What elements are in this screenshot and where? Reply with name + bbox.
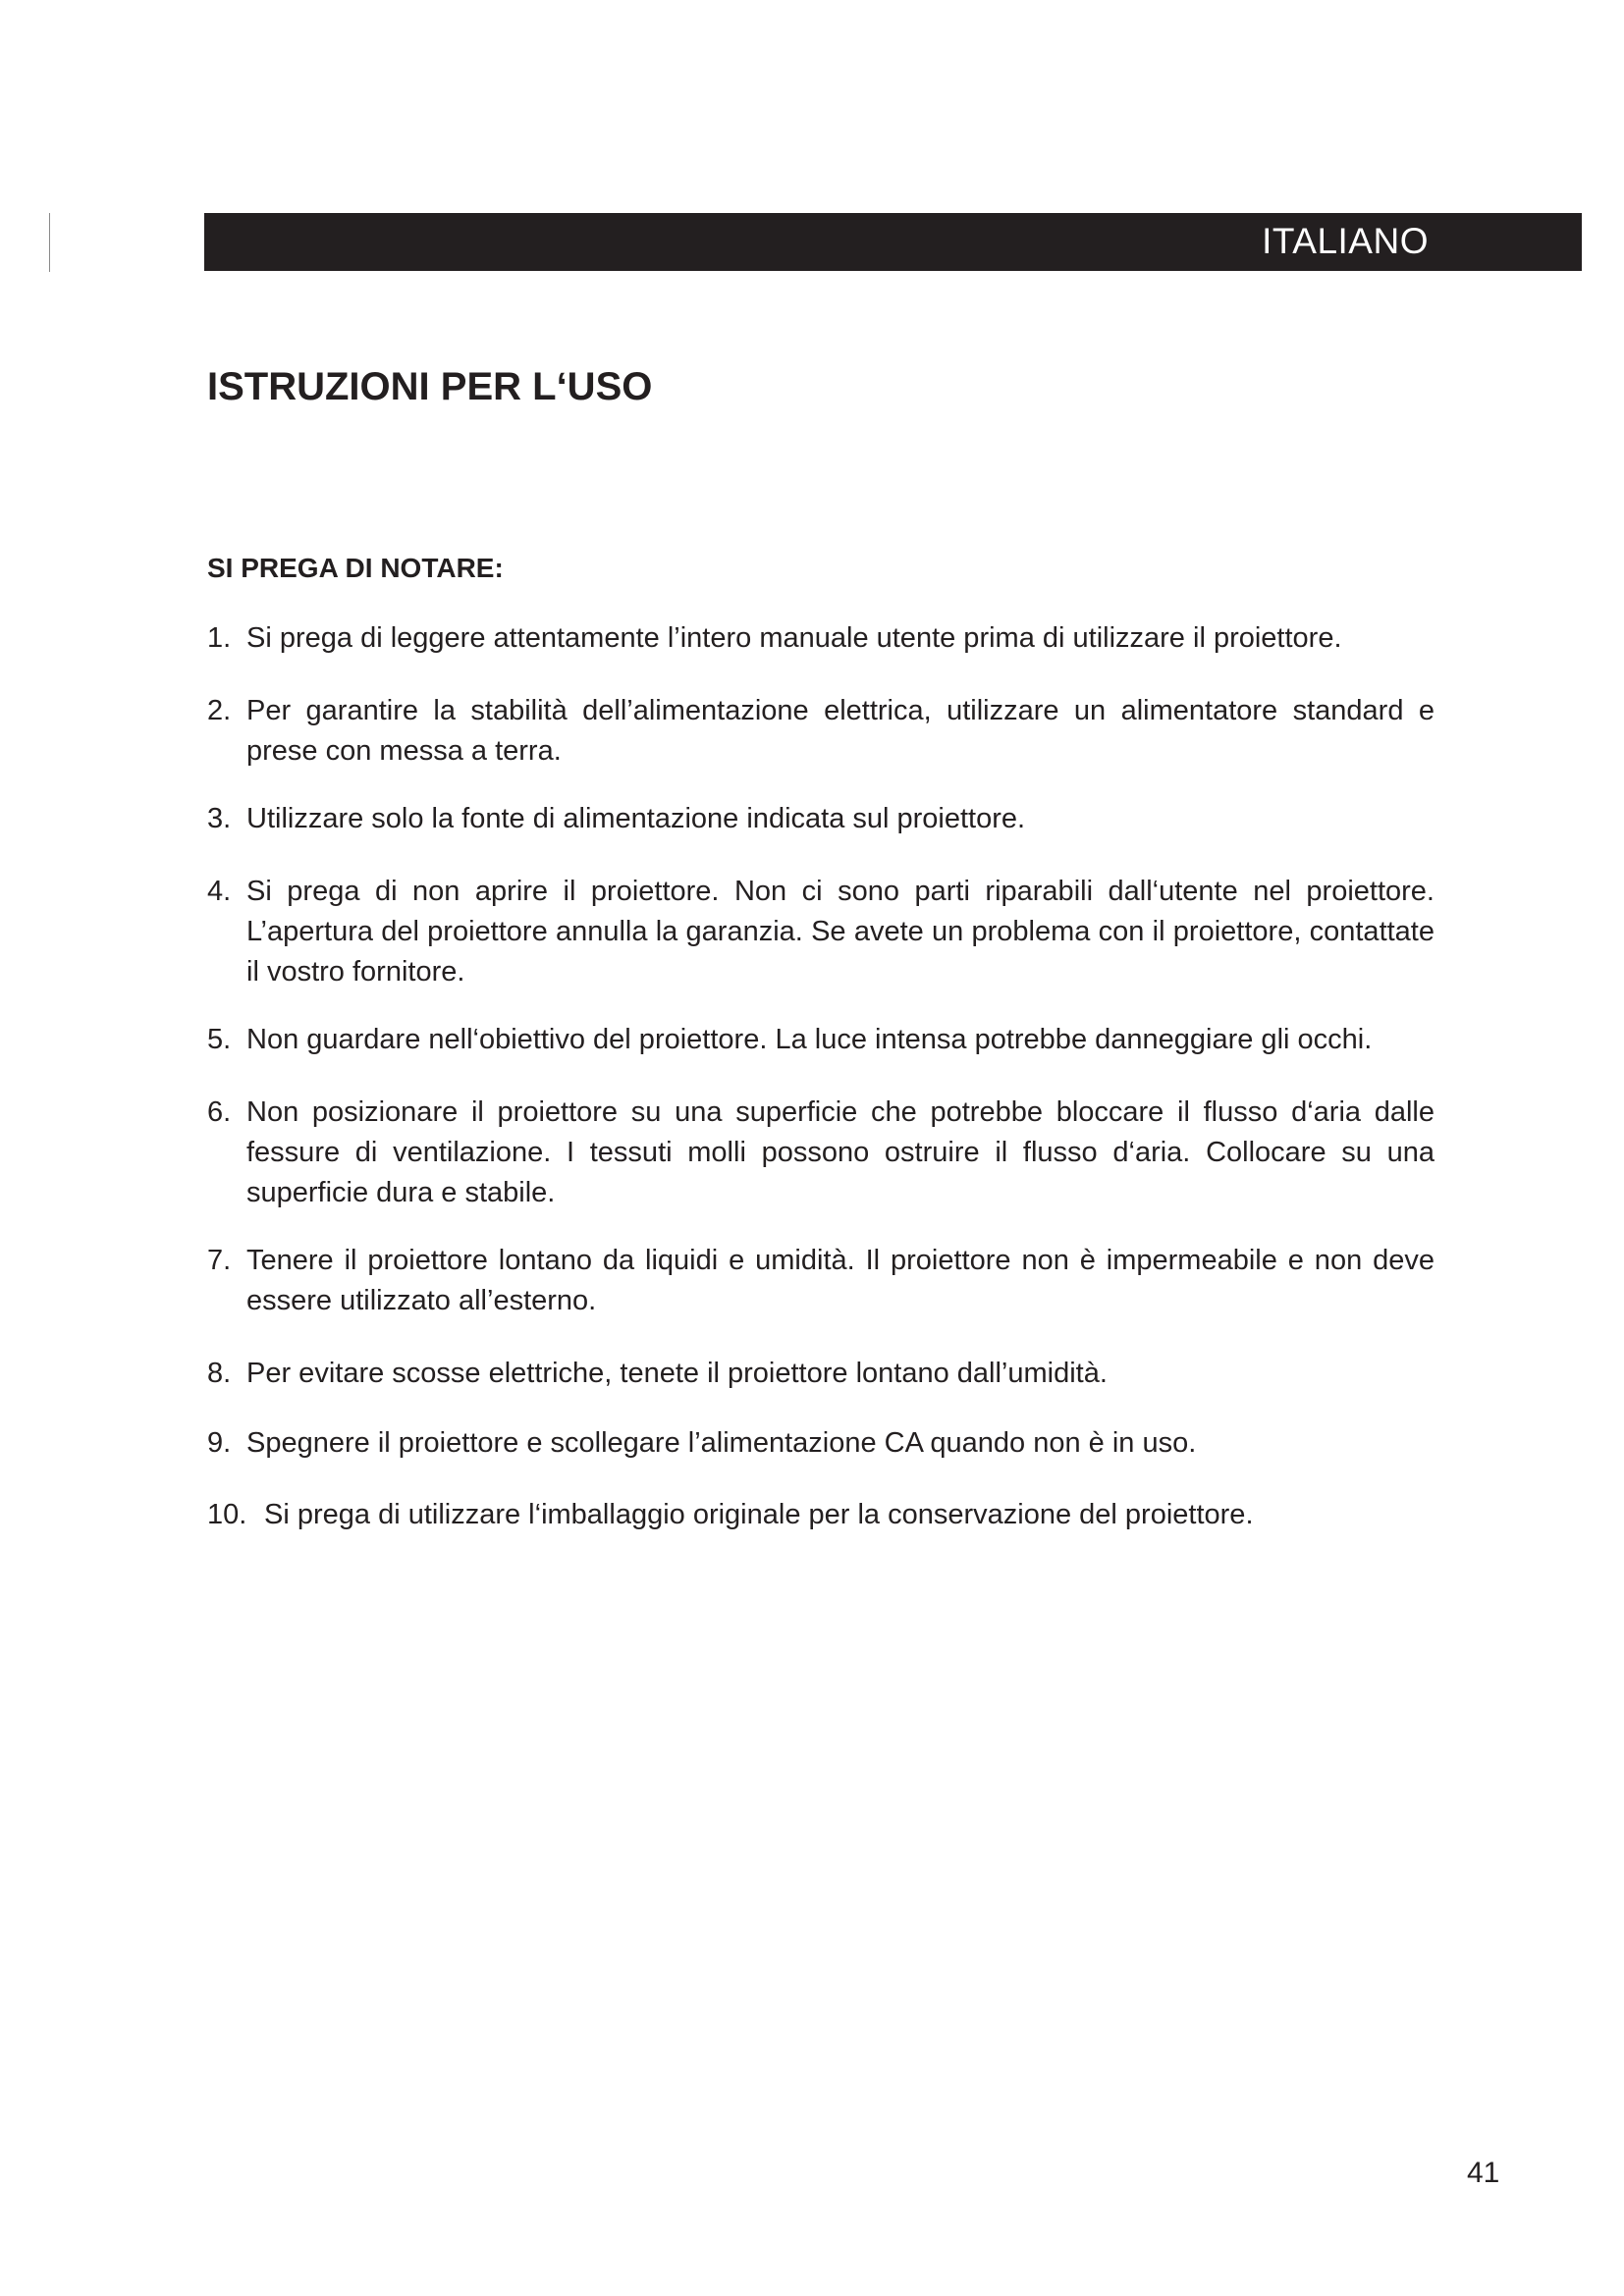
language-header-bar xyxy=(204,213,1582,271)
section-heading: SI PREGA DI NOTARE: xyxy=(207,553,504,583)
page-title: ISTRUZIONI PER L‘USO xyxy=(207,365,653,408)
list-item-number: 5. xyxy=(207,1024,232,1055)
list-item xyxy=(207,1093,1435,1213)
list-item-number: 7. xyxy=(207,1245,232,1276)
list-item-number: 2. xyxy=(207,695,232,726)
list-item-number: 10. xyxy=(207,1499,247,1530)
list-item xyxy=(207,872,1435,992)
list-item-text: Si prega di leggere attentamente l’intero manuale utente prima di utilizzare il proiettore. xyxy=(246,622,1342,654)
list-item-number: 4. xyxy=(207,876,232,907)
list-item-text: Tenere il proiettore lontano da liquidi e umidità. Il proiettore non è impermeabile e non deve essere utilizzato all’esterno. xyxy=(246,1245,1435,1316)
list-item-number: 3. xyxy=(207,803,232,834)
list-item-number: 1. xyxy=(207,622,232,654)
list-item xyxy=(207,799,1435,839)
list-item-text: Non guardare nell‘obiettivo del proiettore. La luce intensa potrebbe danneggiare gli occhi. xyxy=(246,1024,1373,1055)
notes-list xyxy=(207,618,1435,1535)
list-item-text: Spegnere il proiettore e scollegare l’alimentazione CA quando non è in uso. xyxy=(246,1427,1197,1459)
list-item-number: 8. xyxy=(207,1358,232,1389)
list-item-text: Si prega di utilizzare l‘imballaggio originale per la conservazione del proiettore. xyxy=(264,1499,1254,1530)
margin-rule xyxy=(49,213,50,272)
list-item-text: Per evitare scosse elettriche, tenete il proiettore lontano dall’umidità. xyxy=(246,1358,1108,1389)
list-item xyxy=(207,691,1435,772)
list-item-text: Non posizionare il proiettore su una superficie che potrebbe bloccare il flusso d‘aria dalle fessure di ventilazione. I tessuti molli possono ostruire il flusso d‘aria. Collocare su una superficie dura e stabile. xyxy=(246,1096,1435,1208)
language-label: ITALIANO xyxy=(1262,221,1429,261)
list-item-number: 9. xyxy=(207,1427,232,1459)
list-item-number: 6. xyxy=(207,1096,232,1128)
list-item xyxy=(207,1020,1435,1060)
list-item xyxy=(207,618,1435,659)
list-item xyxy=(207,1495,1435,1535)
list-item-text: Utilizzare solo la fonte di alimentazione indicata sul proiettore. xyxy=(246,803,1026,834)
list-item-text: Per garantire la stabilità dell’alimentazione elettrica, utilizzare un alimentatore standard e prese con messa a terra. xyxy=(246,695,1435,767)
page-number: 41 xyxy=(1467,2157,1500,2189)
list-item xyxy=(207,1241,1435,1321)
list-item xyxy=(207,1423,1435,1464)
list-item xyxy=(207,1354,1435,1394)
list-item-text: Si prega di non aprire il proiettore. Non ci sono parti riparabili dall‘utente nel proiettore. L’apertura del proiettore annulla la garanzia. Se avete un problema con il proiettore, contattate il vostro fornitore. xyxy=(246,876,1435,988)
